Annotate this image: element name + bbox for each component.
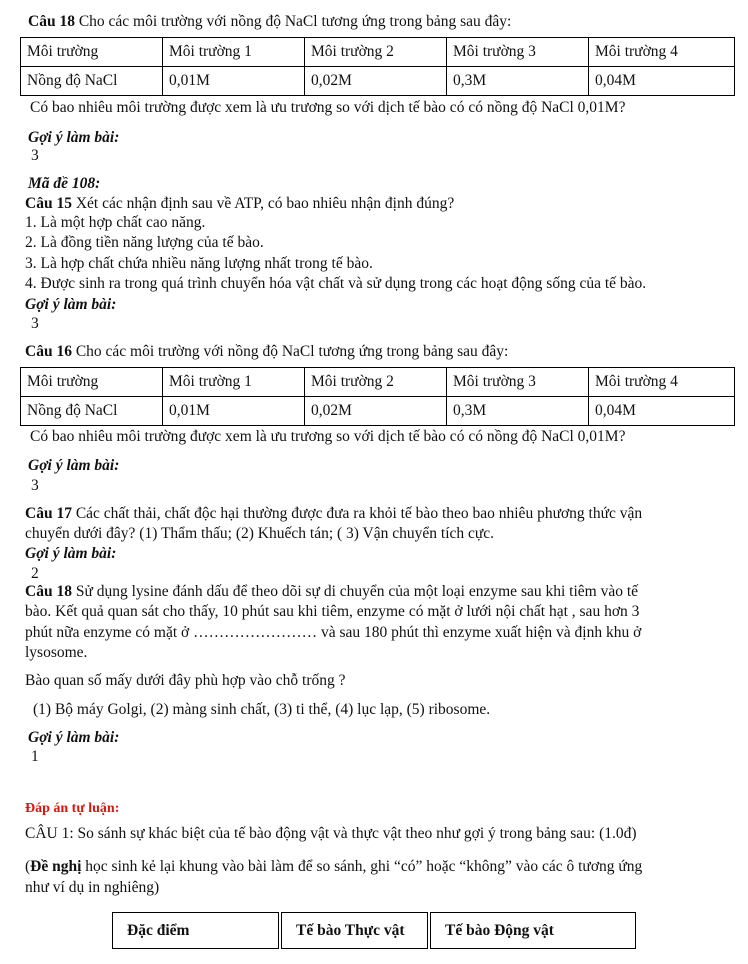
table-row bbox=[21, 67, 735, 96]
table-cell: 0,3M bbox=[447, 397, 589, 426]
table-header-cell: Tế bào Thực vật bbox=[282, 913, 428, 949]
list-item: 4. Được sinh ra trong quá trình chuyển hóa vật chất và sử dụng trong các hoạt động sống của tế bào. bbox=[25, 275, 647, 292]
question-18b-line4: lysosome. bbox=[25, 644, 88, 661]
hint-label: Gợi ý làm bài: bbox=[28, 457, 120, 474]
question-18b-prompt: Bào quan số mấy dưới đây phù hợp vào chỗ trống ? bbox=[25, 672, 346, 689]
question-label: Câu 18 bbox=[28, 13, 75, 30]
table-cell: Môi trường 1 bbox=[163, 368, 305, 397]
question-17-line2: chuyển dưới đây? (1) Thẩm thấu; (2) Khuếch tán; ( 3) Vận chuyển tích cực. bbox=[25, 525, 495, 542]
question-16-intro bbox=[25, 343, 508, 361]
table-cell: Môi trường 1 bbox=[163, 38, 305, 67]
question-18b-line2: bào. Kết quả quan sát cho thấy, 10 phút sau khi tiêm, enzyme có mặt ở lưới nội chất hạt , sau hơn 3 bbox=[25, 603, 640, 620]
hint-label: Gợi ý làm bài: bbox=[28, 129, 120, 146]
question-text: Sử dụng lysine đánh dấu để theo dõi sự di chuyển của một loại enzyme sau khi tiêm vào tế bbox=[71, 583, 639, 600]
table-cell: Môi trường bbox=[21, 368, 163, 397]
question-label: Câu 16 bbox=[25, 343, 72, 360]
table-row bbox=[21, 38, 735, 67]
table-cell: Môi trường 4 bbox=[589, 38, 735, 67]
nacl-table-2 bbox=[20, 367, 735, 426]
answer-value: 3 bbox=[31, 147, 39, 164]
list-item: 3. Là hợp chất chứa nhiều năng lượng nhất trong tế bào. bbox=[25, 255, 373, 272]
answer-value: 1 bbox=[31, 748, 39, 765]
question-16-text: Có bao nhiêu môi trường được xem là ưu trương so với dịch tế bào có có nồng độ NaCl 0,01M? bbox=[30, 428, 626, 445]
hint-label: Gợi ý làm bài: bbox=[25, 296, 117, 313]
essay-question-1: CÂU 1: So sánh sự khác biệt của tế bào động vật và thực vật theo như gợi ý trong bảng sau: (1.0đ) bbox=[25, 825, 637, 842]
answer-value: 3 bbox=[31, 477, 39, 494]
hint-label: Gợi ý làm bài: bbox=[28, 729, 120, 746]
list-item: 1. Là một hợp chất cao năng. bbox=[25, 214, 206, 231]
note-bold: Đề nghị bbox=[30, 858, 82, 875]
question-text: Xét các nhận định sau về ATP, có bao nhiêu nhận định đúng? bbox=[71, 195, 455, 212]
table-row bbox=[21, 397, 735, 426]
question-17-line1 bbox=[25, 505, 642, 523]
question-text: Cho các môi trường với nồng độ NaCl tương ứng trong bảng sau đây: bbox=[71, 343, 509, 360]
question-label: Câu 15 bbox=[25, 195, 72, 212]
question-18b-line1 bbox=[25, 583, 638, 601]
table-header-cell: Đặc điểm bbox=[113, 913, 279, 949]
question-18b-options: (1) Bộ máy Golgi, (2) màng sinh chất, (3) ti thể, (4) lục lạp, (5) ribosome. bbox=[33, 701, 491, 718]
question-15-intro bbox=[25, 195, 454, 213]
table-cell: Môi trường 2 bbox=[305, 38, 447, 67]
table-row bbox=[113, 913, 636, 949]
note-text: ( bbox=[25, 858, 31, 875]
table-cell: Nồng độ NaCl bbox=[21, 67, 163, 96]
hint-label: Gợi ý làm bài: bbox=[25, 545, 117, 562]
essay-note-line1 bbox=[25, 858, 642, 876]
table-cell: Nồng độ NaCl bbox=[21, 397, 163, 426]
table-row bbox=[21, 368, 735, 397]
table-cell: 0,02M bbox=[305, 67, 447, 96]
essay-note-line2: như ví dụ in nghiêng) bbox=[25, 879, 160, 896]
table-cell: Môi trường 4 bbox=[589, 368, 735, 397]
question-label: Câu 17 bbox=[25, 505, 72, 522]
table-cell: 0,04M bbox=[589, 67, 735, 96]
question-18a-intro bbox=[28, 13, 511, 31]
exam-code: Mã đề 108: bbox=[28, 175, 101, 192]
question-18a-text: Có bao nhiêu môi trường được xem là ưu trương so với dịch tế bào có có nồng độ NaCl 0,01M? bbox=[30, 99, 626, 116]
table-cell: 0,02M bbox=[305, 397, 447, 426]
question-label: Câu 18 bbox=[25, 583, 72, 600]
nacl-table-1 bbox=[20, 37, 735, 96]
comparison-table-header bbox=[112, 912, 636, 949]
table-cell: Môi trường 3 bbox=[447, 38, 589, 67]
question-text: Cho các môi trường với nồng độ NaCl tương ứng trong bảng sau đây: bbox=[74, 13, 512, 30]
table-cell: Môi trường bbox=[21, 38, 163, 67]
table-header-cell: Tế bào Động vật bbox=[431, 913, 636, 949]
table-cell: Môi trường 3 bbox=[447, 368, 589, 397]
table-cell: 0,01M bbox=[163, 67, 305, 96]
note-text: học sinh kẻ lại khung vào bài làm để so sánh, ghi “có” hoặc “không” vào các ô tương ứng bbox=[81, 858, 643, 875]
answer-value: 3 bbox=[31, 315, 39, 332]
table-cell: 0,3M bbox=[447, 67, 589, 96]
question-18b-line3: phút nữa enzyme có mặt ở …………………… và sau 180 phút thì enzyme xuất hiện và định khu ở bbox=[25, 624, 642, 641]
table-cell: 0,04M bbox=[589, 397, 735, 426]
answer-value: 2 bbox=[31, 565, 39, 582]
list-item: 2. Là đồng tiền năng lượng của tế bào. bbox=[25, 234, 264, 251]
question-text: Các chất thải, chất độc hại thường được đưa ra khỏi tế bào theo bao nhiêu phương thức vận bbox=[71, 505, 643, 522]
table-cell: Môi trường 2 bbox=[305, 368, 447, 397]
essay-heading: Đáp án tự luận: bbox=[25, 801, 120, 816]
table-cell: 0,01M bbox=[163, 397, 305, 426]
